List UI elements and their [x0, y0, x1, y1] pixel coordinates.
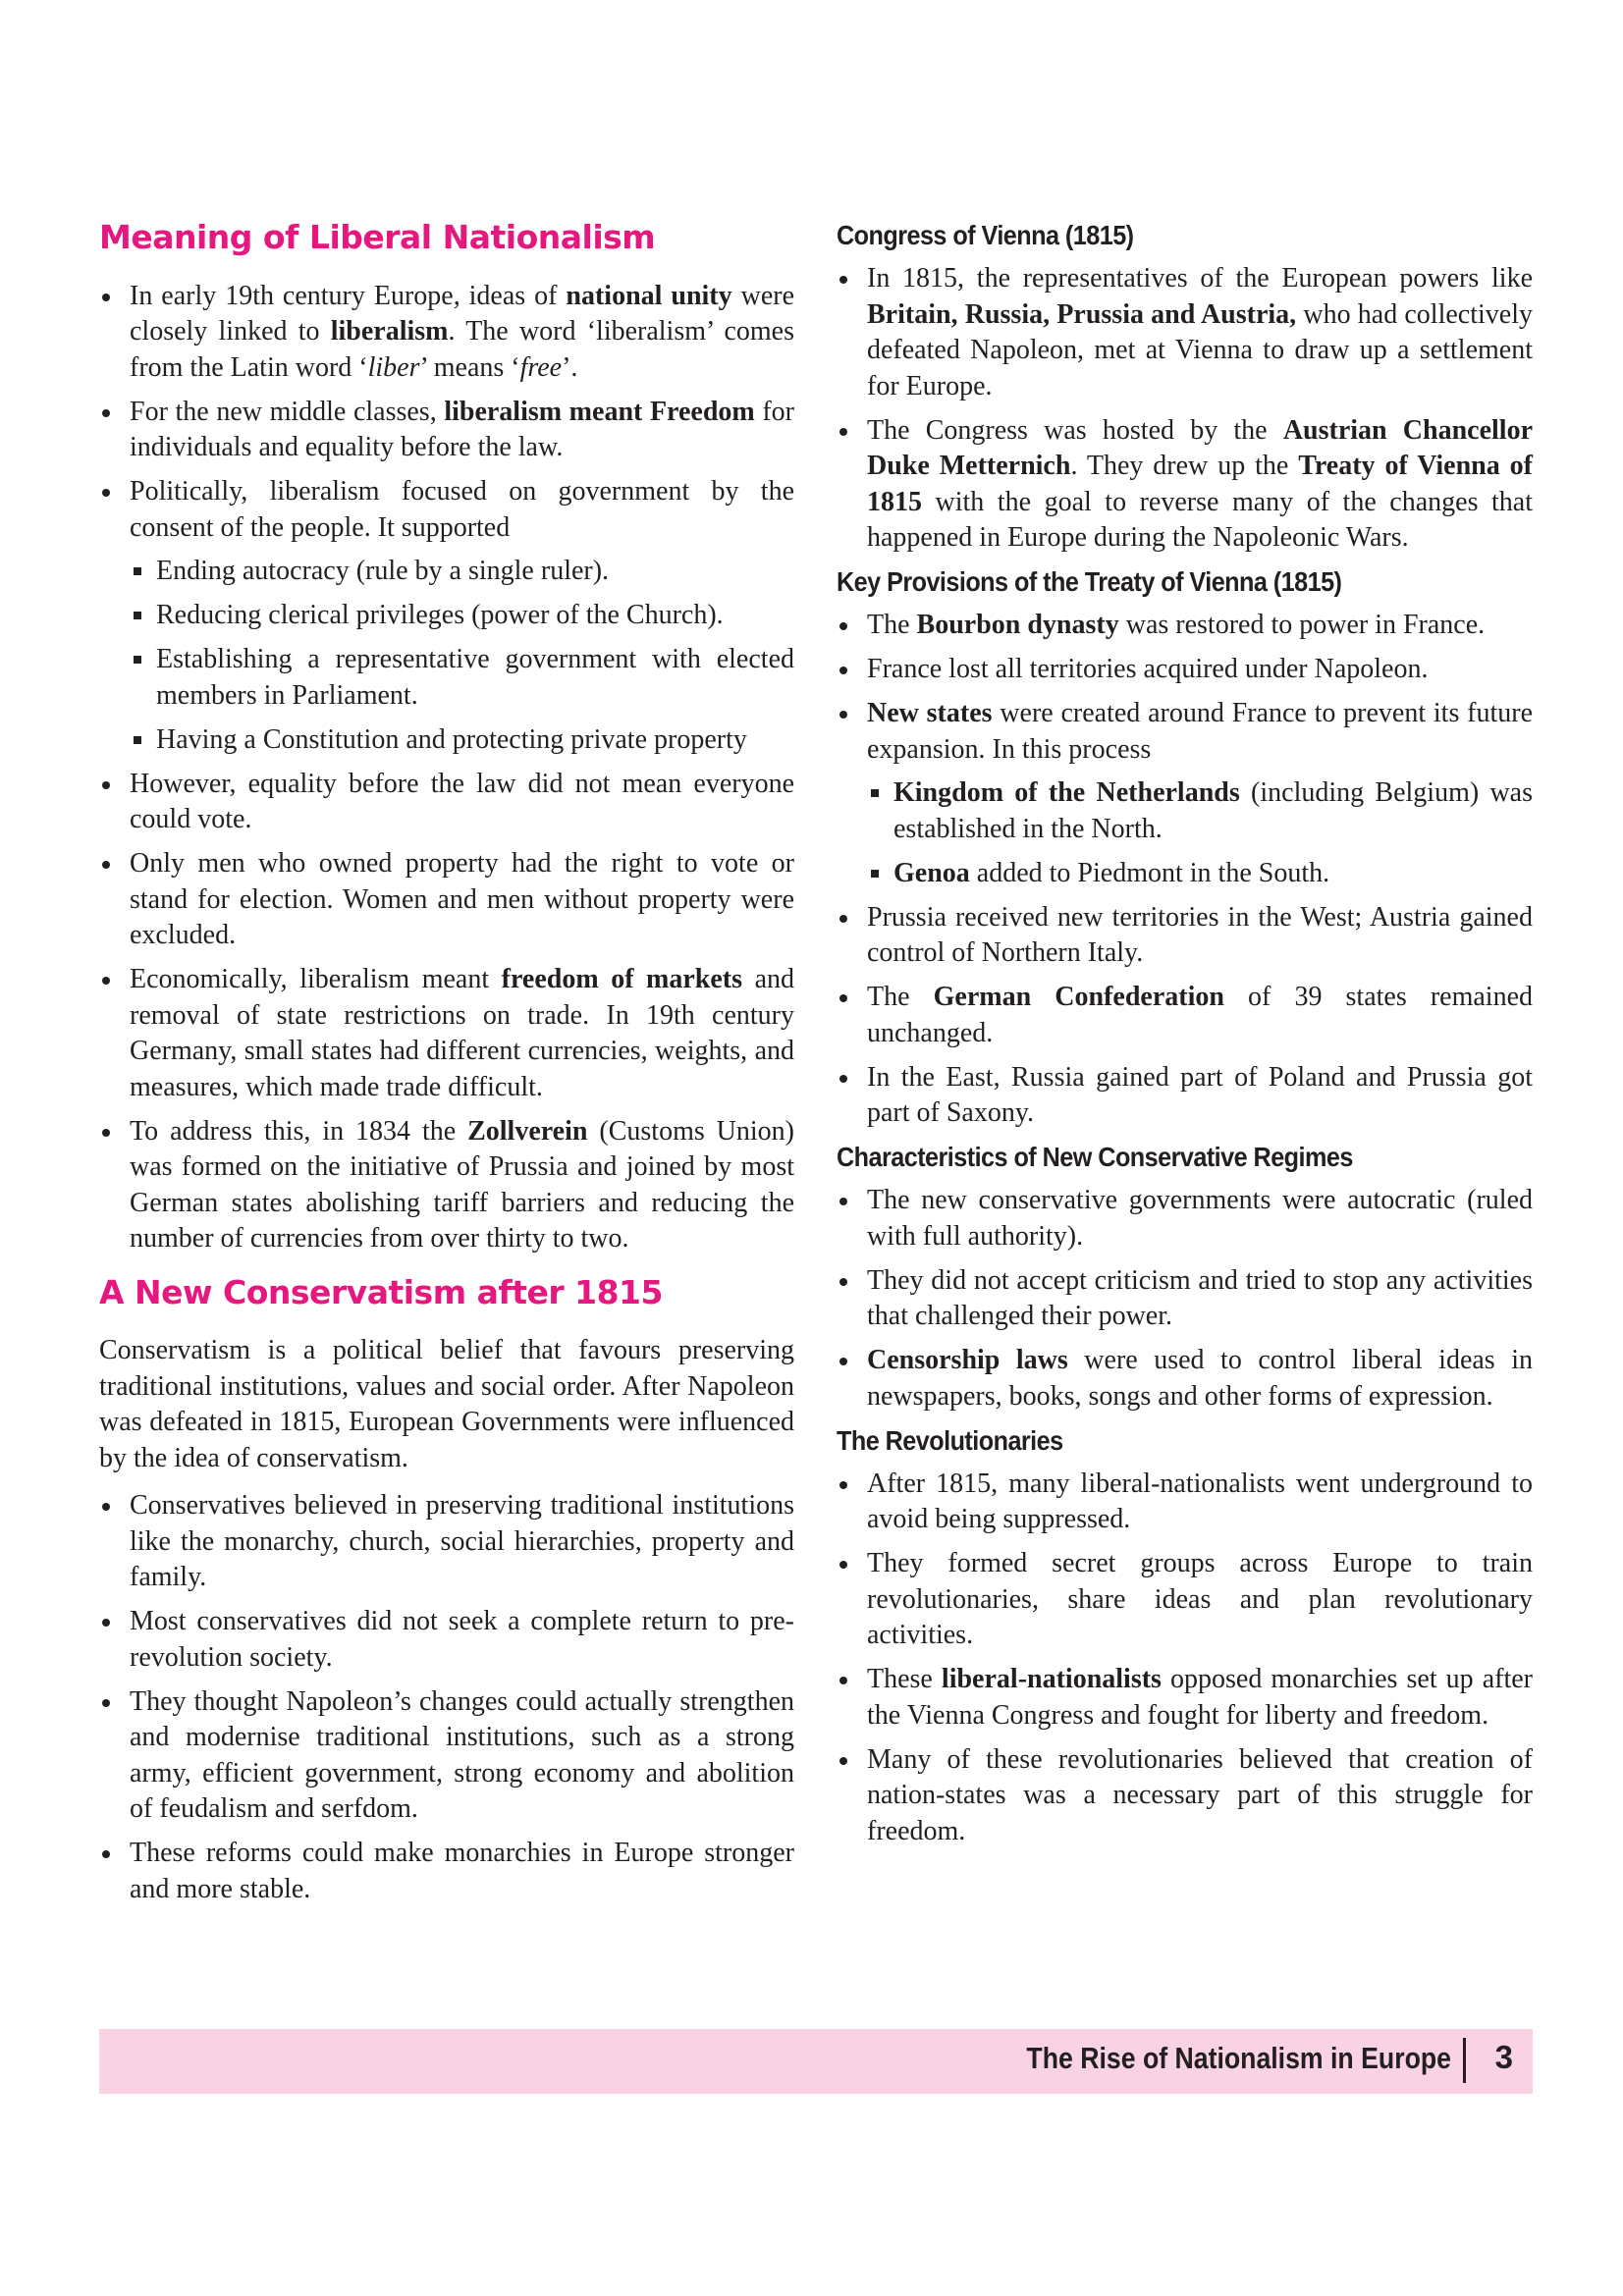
provisions-bullet-2: France lost all territories acquired under Napoleon.: [837, 652, 1533, 688]
liberal-bullet-7: To address this, in 1834 the Zollverein (Customs Union) was formed on the initiative of Prussia and joined by most German states abolishing tariff barriers and reducing the number of currencies from over thirty to two.: [99, 1114, 794, 1257]
footer-divider: [1463, 2038, 1466, 2083]
section-liberal-nationalism: [99, 218, 794, 1257]
regimes-bullet-1: The new conservative governments were autocratic (ruled with full authority).: [837, 1183, 1533, 1255]
revolutionaries-bullet-3: These liberal-nationalists opposed monarchies set up after the Vienna Congress and fought for liberty and freedom.: [837, 1662, 1533, 1734]
section-new-conservatism: [99, 1273, 794, 1908]
provisions-bullet-6: In the East, Russia gained part of Poland and Prussia got part of Saxony.: [837, 1060, 1533, 1132]
revolutionaries-bullet-list: [837, 1467, 1533, 1850]
heading-new-conservatism: A New Conservatism after 1815: [99, 1272, 663, 1311]
conservatism-bullet-4: These reforms could make monarchies in Europe stronger and more stable.: [99, 1836, 794, 1907]
conservatism-bullet-1: Conservatives believed in preserving traditional institutions like the monarchy, church, social hierarchies, property and family.: [99, 1488, 794, 1596]
section-congress-of-vienna: [837, 218, 1533, 557]
revolutionaries-bullet-4: Many of these revolutionaries believed that creation of nation-states was a necessary part of this struggle for freedom.: [837, 1742, 1533, 1850]
conservatism-bullet-list: [99, 1488, 794, 1907]
right-column: [837, 218, 1533, 1858]
regimes-bullet-list: [837, 1183, 1533, 1415]
liberal-bullet-4: However, equality before the law did not mean everyone could vote.: [99, 767, 794, 838]
revolutionaries-bullet-1: After 1815, many liberal-nationalists went underground to avoid being suppressed.: [837, 1467, 1533, 1538]
regimes-bullet-2: They did not accept criticism and tried to stop any activities that challenged their power.: [837, 1263, 1533, 1335]
heading-liberal-nationalism: Meaning of Liberal Nationalism: [99, 218, 656, 256]
section-key-provisions: [837, 564, 1533, 1132]
heading-congress-of-vienna: Congress of Vienna (1815): [837, 220, 1134, 250]
revolutionaries-bullet-2: They formed secret groups across Europe to train revolutionaries, share ideas and plan revolutionary activities.: [837, 1546, 1533, 1654]
provisions-sublist: [837, 775, 1533, 891]
liberal-bullet-1: In early 19th century Europe, ideas of national unity were closely linked to liberalism. The word ‘liberalism’ comes from the Latin word ‘liber’ means ‘free’.: [99, 279, 794, 387]
section-revolutionaries: [837, 1423, 1533, 1850]
liberal-bullet-5: Only men who owned property had the right to vote or stand for election. Women and men without property were excluded.: [99, 846, 794, 954]
liberal-sub-item-2: Reducing clerical privileges (power of the Church).: [99, 598, 794, 634]
page-number: 3: [1494, 2039, 1513, 2075]
section-conservative-regimes: [837, 1140, 1533, 1415]
provisions-sub-item-2: Genoa added to Piedmont in the South.: [837, 856, 1533, 892]
footer-chapter-title: The Rise of Nationalism in Europe: [1026, 2041, 1451, 2075]
heading-revolutionaries: The Revolutionaries: [837, 1424, 1063, 1456]
provisions-bullet-list: [837, 608, 1533, 1132]
conservatism-bullet-3: They thought Napoleon’s changes could actually strengthen and modernise traditional institutions, such as a strong army, efficient government, strong economy and abolition of feudalism and serfdom.: [99, 1684, 794, 1828]
liberal-bullet-2: For the new middle classes, liberalism meant Freedom for individuals and equality before the law.: [99, 395, 794, 466]
congress-bullet-list: [837, 261, 1533, 557]
liberal-bullet-list: [99, 279, 794, 1257]
provisions-bullet-1: The Bourbon dynasty was restored to power in France.: [837, 608, 1533, 644]
liberal-bullet-3: Politically, liberalism focused on government by the consent of the people. It supported Ending autocracy (rule by a single ruler). Reducing clerical privileges (power of the Church). Establishing a representative government with elected members in Parliament. Having a Constitution and protecting private property: [99, 474, 794, 758]
liberal-sub-item-4: Having a Constitution and protecting private property: [99, 722, 794, 759]
conservatism-bullet-2: Most conservatives did not seek a complete return to pre-revolution society.: [99, 1604, 794, 1676]
provisions-bullet-4: Prussia received new territories in the West; Austria gained control of Northern Italy.: [837, 900, 1533, 972]
regimes-bullet-3: Censorship laws were used to control liberal ideas in newspapers, books, songs and other forms of expression.: [837, 1343, 1533, 1415]
heading-key-provisions: Key Provisions of the Treaty of Vienna (1815): [837, 566, 1342, 597]
liberal-sublist: [99, 554, 794, 758]
liberal-bullet-6: Economically, liberalism meant freedom of markets and removal of state restrictions on trade. In 19th century Germany, small states had different currencies, weights, and measures, which made trade difficult.: [99, 962, 794, 1105]
provisions-bullet-3: New states were created around France to prevent its future expansion. In this process Kingdom of the Netherlands (including Belgium) was established in the North. Genoa added to Piedmont in the South.: [837, 696, 1533, 891]
congress-bullet-1: In 1815, the representatives of the European powers like Britain, Russia, Prussia and Austria, who had collectively defeated Napoleon, met at Vienna to draw up a settlement for Europe.: [837, 261, 1533, 404]
congress-bullet-2: The Congress was hosted by the Austrian Chancellor Duke Metternich. They drew up the Treaty of Vienna of 1815 with the goal to reverse many of the changes that happened in Europe during the Napoleonic Wars.: [837, 413, 1533, 557]
conservatism-intro: Conservatism is a political belief that favours preserving traditional institutions, values and social order. After Napoleon was defeated in 1815, European Governments were influenced by the idea of conservatism.: [99, 1335, 794, 1473]
footer-band: [99, 2029, 1533, 2094]
liberal-sub-item-1: Ending autocracy (rule by a single ruler).: [99, 554, 794, 590]
left-column: [99, 218, 794, 1916]
provisions-bullet-5: The German Confederation of 39 states remained unchanged.: [837, 980, 1533, 1051]
provisions-sub-item-1: Kingdom of the Netherlands (including Belgium) was established in the North.: [837, 775, 1533, 847]
heading-conservative-regimes: Characteristics of New Conservative Regimes: [837, 1142, 1353, 1172]
liberal-sub-item-3: Establishing a representative government with elected members in Parliament.: [99, 642, 794, 714]
